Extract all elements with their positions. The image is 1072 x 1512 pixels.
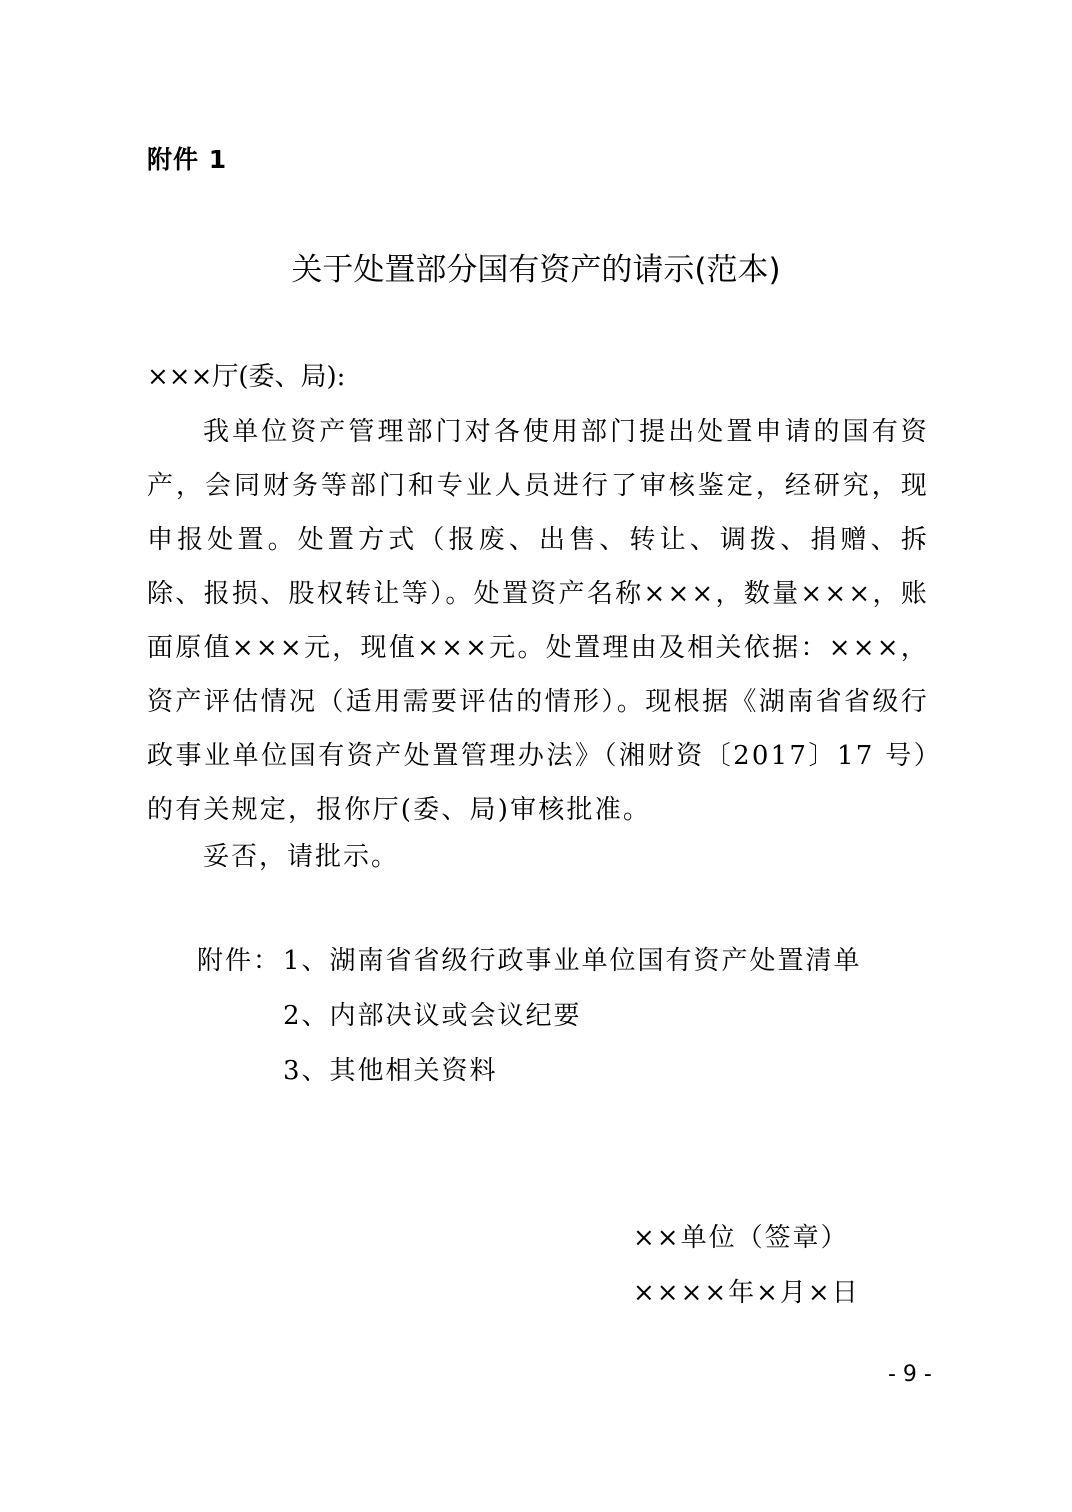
document-title: 关于处置部分国有资产的请示(范本) <box>291 252 781 288</box>
body-paragraph: 我单位资产管理部门对各使用部门提出处置申请的国有资产，会同财务等部门和专业人员进行了审核鉴定，经研究，现申报处置。处置方式（报废、出售、转让、调拨、捐赠、拆除、报损、股权转让等）。处置资产名称×××，数量×××，账面原值×××元，现值×××元。处置理由及相关依据：×××，资产评估情况（适用需要评估的情形）。现根据《湖南省省级行政事业单位国有资产处置管理办法》（湘财资〔2017〕17 号）的有关规定，报你厅(委、局)审核批准。 <box>147 417 929 825</box>
attachment-item-text: 3、其他相关资料 <box>283 1056 498 1086</box>
attachment-item-text: 2、内部决议或会议纪要 <box>283 1001 582 1031</box>
attachment-item <box>197 938 862 993</box>
annex-label: 附件 1 <box>147 145 228 174</box>
signature-unit: ××单位（签章） <box>633 1223 849 1253</box>
salutation: ×××厅(委、局): <box>147 362 346 392</box>
attachments-list <box>197 938 862 1103</box>
attachment-item-text: 1、湖南省省级行政事业单位国有资产处置清单 <box>283 946 862 976</box>
page-number: - 9 - <box>888 1362 932 1387</box>
attachments-lead: 附件： <box>197 946 282 976</box>
attachment-item <box>197 993 862 1048</box>
closing-line: 妥否，请批示。 <box>203 842 400 872</box>
signature-date: ××××年×月×日 <box>633 1278 860 1308</box>
signature-block <box>633 1215 860 1325</box>
attachment-item <box>197 1048 862 1103</box>
